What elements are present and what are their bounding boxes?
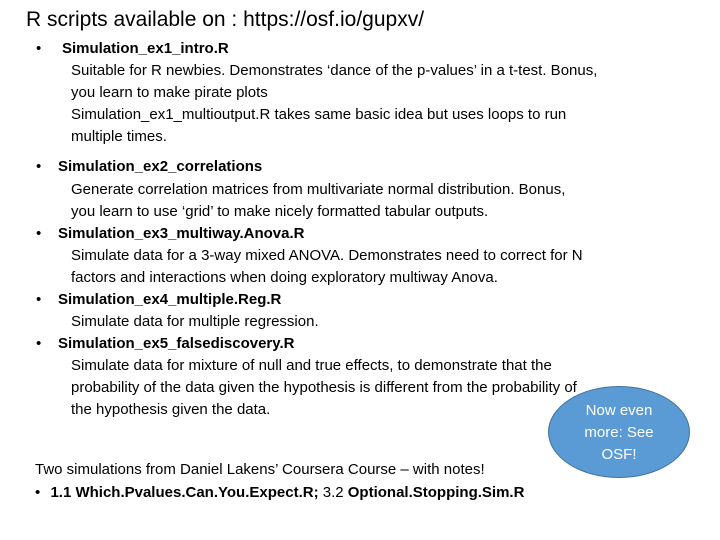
script-desc-ex3-line2: factors and interactions when doing exploratory multiway Anova.: [71, 269, 498, 286]
script-desc-ex5-line3: the hypothesis given the data.: [71, 401, 271, 418]
script-name-ex2[interactable]: Simulation_ex2_correlations: [58, 158, 263, 175]
bullet: •: [35, 484, 41, 501]
script-desc-ex3-line1: Simulate data for a 3-way mixed ANOVA. Demonstrates need to correct for N: [71, 247, 583, 264]
script-name-ex3[interactable]: Simulation_ex3_multiway.Anova.R: [58, 225, 305, 242]
script-desc-ex2-line2: you learn to use ‘grid’ to make nicely formatted tabular outputs.: [71, 203, 489, 220]
lakens-scripts-line: [35, 482, 524, 504]
script-name-ex5[interactable]: Simulation_ex5_falsediscovery.R: [58, 335, 295, 352]
script-desc-ex1-line1: Suitable for R newbies. Demonstrates ‘dance of the p-values’ in a t-test. Bonus,: [71, 62, 598, 79]
osf-callout-text: Now even more: See OSF!: [584, 402, 654, 463]
bullet: •: [36, 40, 42, 57]
lakens-script-1[interactable]: 1.1 Which.Pvalues.Can.You.Expect.R;: [50, 484, 319, 501]
script-desc-ex1-line2: you learn to make pirate plots: [71, 84, 268, 101]
script-desc-ex2-line1: Generate correlation matrices from multivariate normal distribution. Bonus,: [71, 181, 566, 198]
lakens-script-2[interactable]: Optional.Stopping.Sim.R: [347, 484, 525, 501]
script-desc-ex5-line1: Simulate data for mixture of null and true effects, to demonstrate that the: [71, 357, 552, 374]
script-name-ex4[interactable]: Simulation_ex4_multiple.Reg.R: [58, 291, 282, 308]
script-desc-ex5-line2: probability of the data given the hypothesis is different from the probability of: [71, 379, 577, 396]
script-name-ex1[interactable]: Simulation_ex1_intro.R: [62, 40, 229, 57]
lakens-course-note: Two simulations from Daniel Lakens’ Coursera Course – with notes!: [35, 461, 485, 478]
script-desc-ex1-line3: Simulation_ex1_multioutput.R takes same basic idea but uses loops to run: [71, 106, 567, 123]
lakens-script-2-number: 3.2: [322, 484, 344, 501]
script-desc-ex4-line1: Simulate data for multiple regression.: [71, 313, 319, 330]
bullet: •: [36, 225, 42, 242]
osf-callout-bubble: [548, 386, 690, 478]
script-desc-ex1-line4: multiple times.: [71, 128, 167, 145]
page-title: R scripts available on : https://osf.io/gupxv/: [26, 8, 425, 31]
bullet: •: [36, 158, 42, 175]
bullet: •: [36, 291, 42, 308]
bullet: •: [36, 335, 42, 352]
